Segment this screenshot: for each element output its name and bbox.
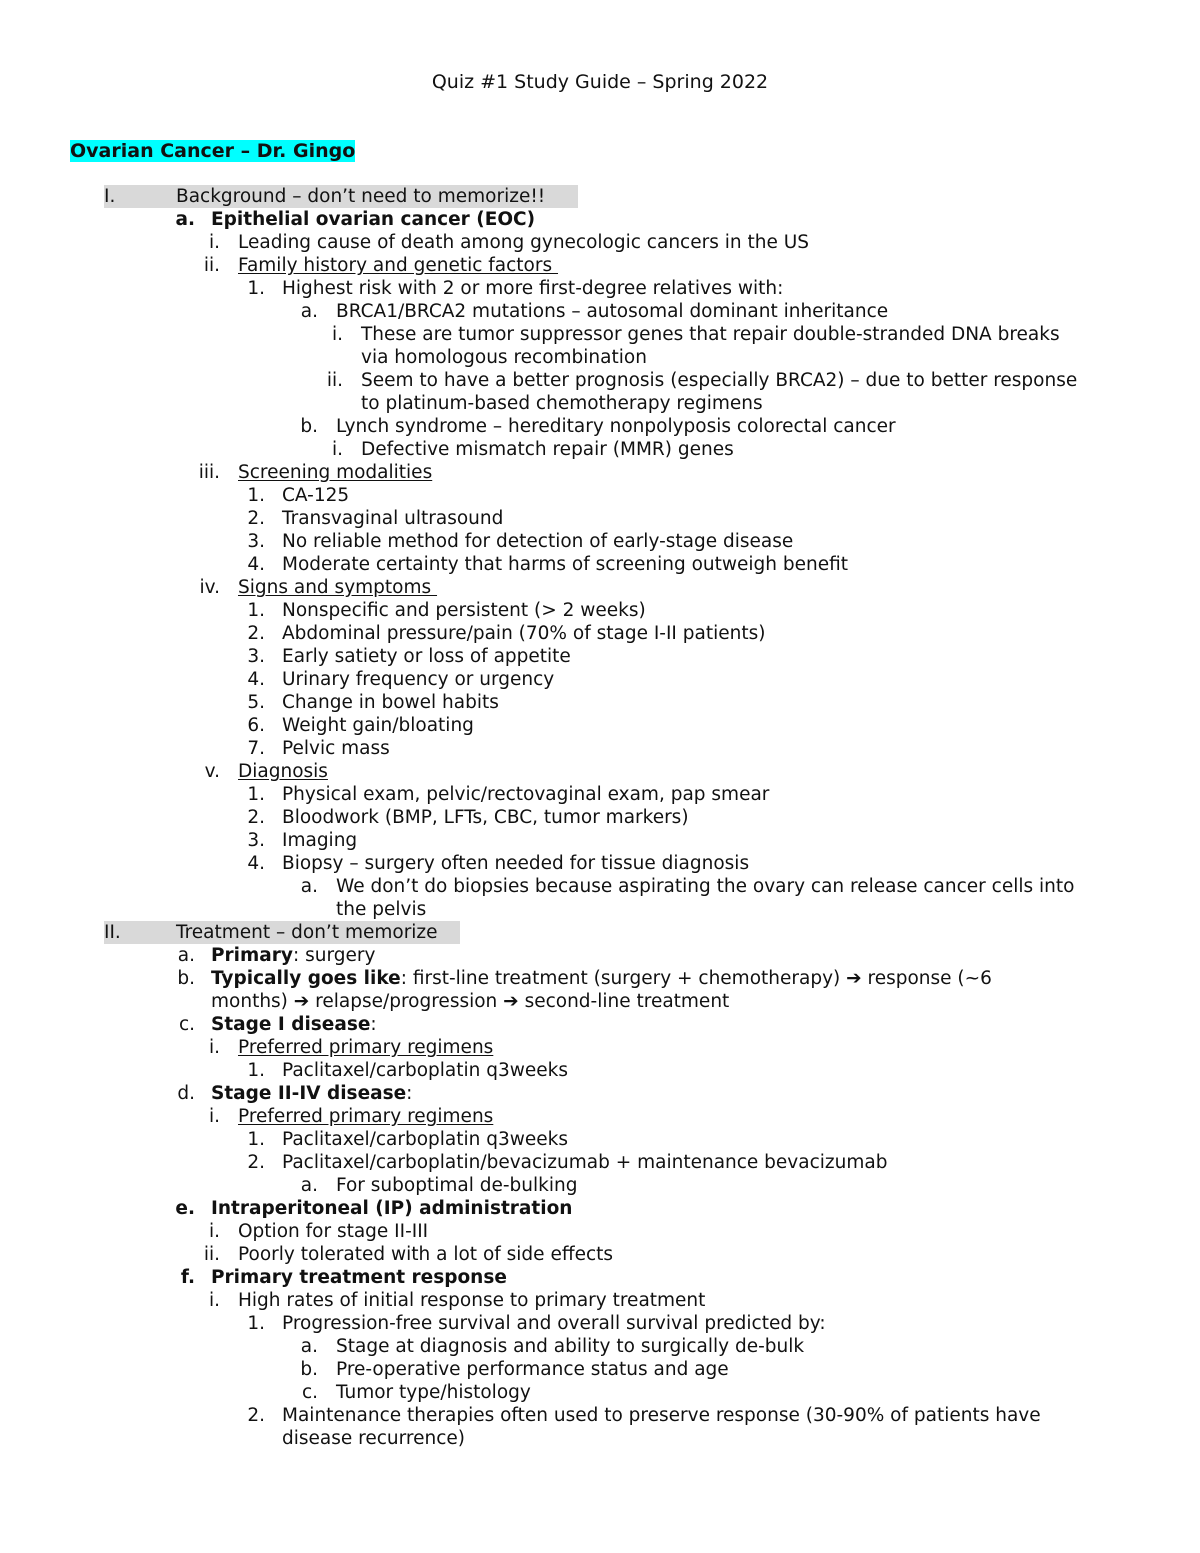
outline-text: Stage at diagnosis and ability to surgically de-bulk xyxy=(336,1336,805,1357)
outline-bold-text: Primary xyxy=(211,945,293,966)
outline-bold-text: Stage I disease xyxy=(211,1014,371,1035)
outline-text: Bloodwork (BMP, LFTs, CBC, tumor markers) xyxy=(282,807,689,828)
outline-text: Biopsy – surgery often needed for tissue diagnosis xyxy=(282,853,750,874)
outline-heading-2 xyxy=(0,921,1200,944)
outline-text: Transvaginal ultrasound xyxy=(282,508,504,529)
outline-label: 5. xyxy=(247,692,265,713)
outline-label: e. xyxy=(175,1198,195,1219)
outline-label: 1. xyxy=(247,600,265,621)
outline-label: ii. xyxy=(326,370,343,391)
outline-label: c. xyxy=(301,1382,318,1403)
outline-rest-text: months) xyxy=(211,991,294,1012)
outline-label: 3. xyxy=(247,531,265,552)
outline-label: II. xyxy=(104,922,121,943)
outline-text: For suboptimal de-bulking xyxy=(336,1175,578,1196)
outline-label: ii. xyxy=(203,255,220,276)
outline-rest-text: second-line treatment xyxy=(518,991,730,1012)
outline-rest-text: : surgery xyxy=(292,945,376,966)
section-heading-text: Ovarian Cancer – Dr. Gingo xyxy=(70,140,356,162)
outline-text: Moderate certainty that harms of screening outweigh benefit xyxy=(282,554,849,575)
section-heading xyxy=(70,139,355,163)
outline-text: Diagnosis xyxy=(238,761,328,782)
outline-rest-text: relapse/progression xyxy=(309,991,504,1012)
outline-text: Primary treatment response xyxy=(211,1267,507,1288)
outline-text: Pre-operative performance status and age xyxy=(336,1359,729,1380)
outline-text: Progression-free survival and overall survival predicted by: xyxy=(282,1313,826,1334)
outline-text: Intraperitoneal (IP) administration xyxy=(211,1198,573,1219)
outline-label: c. xyxy=(178,1014,195,1035)
outline-text: Signs and symptoms xyxy=(238,577,438,598)
outline-label: i. xyxy=(208,1037,220,1058)
outline-label: 2. xyxy=(247,623,265,644)
arrow-right-icon: ➔ xyxy=(846,968,862,989)
outline-label: 2. xyxy=(247,508,265,529)
outline-label: 4. xyxy=(247,554,265,575)
outline-label: 3. xyxy=(247,830,265,851)
outline-label: 1. xyxy=(247,1060,265,1081)
outline-text: Weight gain/bloating xyxy=(282,715,474,736)
outline-rest-text: : first-line treatment (surgery + chemotherapy) xyxy=(400,968,847,989)
outline-label: iv. xyxy=(199,577,220,598)
outline-text: Preferred primary regimens xyxy=(238,1037,494,1058)
outline-bold-text: Stage II-IV disease xyxy=(211,1083,407,1104)
outline-label: ii. xyxy=(203,1244,220,1265)
outline-text: Abdominal pressure/pain (70% of stage I-II patients) xyxy=(282,623,766,644)
outline-text: Option for stage II-III xyxy=(238,1221,429,1242)
outline-text: Imaging xyxy=(282,830,358,851)
outline-label: 4. xyxy=(247,853,265,874)
outline-text: Screening modalities xyxy=(238,462,433,483)
outline-label: I. xyxy=(104,186,116,207)
outline-text: the pelvis xyxy=(336,899,427,920)
outline-text: Lynch syndrome – hereditary nonpolyposis colorectal cancer xyxy=(336,416,896,437)
outline-label: 2. xyxy=(247,1152,265,1173)
outline-text xyxy=(211,1013,377,1036)
arrow-right-icon: ➔ xyxy=(293,991,310,1012)
outline-label: i. xyxy=(331,324,343,345)
outline-label: v. xyxy=(204,761,220,782)
outline-text: Change in bowel habits xyxy=(282,692,499,713)
outline-text xyxy=(211,967,992,990)
outline-bold-text: Typically goes like xyxy=(211,968,401,989)
outline-text: No reliable method for detection of early-stage disease xyxy=(282,531,794,552)
outline-text: Early satiety or loss of appetite xyxy=(282,646,571,667)
outline-text: via homologous recombination xyxy=(361,347,647,368)
outline-text: Preferred primary regimens xyxy=(238,1106,494,1127)
outline-label: 1. xyxy=(247,485,265,506)
outline-text: BRCA1/BRCA2 mutations – autosomal dominant inheritance xyxy=(336,301,889,322)
outline-label: 1. xyxy=(247,1129,265,1150)
outline-text: Nonspecific and persistent (> 2 weeks) xyxy=(282,600,646,621)
outline-text: Seem to have a better prognosis (especially BRCA2) – due to better response xyxy=(361,370,1078,391)
outline-text: disease recurrence) xyxy=(282,1428,465,1449)
outline-text: Tumor type/histology xyxy=(336,1382,531,1403)
outline-label: i. xyxy=(208,232,220,253)
outline-text: Paclitaxel/carboplatin q3weeks xyxy=(282,1060,568,1081)
outline-text: Paclitaxel/carboplatin q3weeks xyxy=(282,1129,568,1150)
outline-label: a. xyxy=(177,945,195,966)
outline-label: i. xyxy=(208,1106,220,1127)
outline-text: Family history and genetic factors xyxy=(238,255,559,276)
outline-rest-text: response (~6 xyxy=(861,968,992,989)
arrow-right-icon: ➔ xyxy=(503,991,519,1012)
outline-text: Treatment – don’t memorize xyxy=(176,922,438,943)
outline-text: We don’t do biopsies because aspirating the ovary can release cancer cells into xyxy=(336,876,1075,897)
outline-text: These are tumor suppressor genes that repair double-stranded DNA breaks xyxy=(361,324,1060,345)
outline-text: Background – don’t need to memorize!! xyxy=(176,186,546,207)
outline-label: f. xyxy=(180,1267,195,1288)
outline-text: High rates of initial response to primary treatment xyxy=(238,1290,706,1311)
outline-text: Leading cause of death among gynecologic cancers in the US xyxy=(238,232,809,253)
outline-heading-1 xyxy=(0,185,1200,208)
outline-text: Maintenance therapies often used to preserve response (30-90% of patients have xyxy=(282,1405,1041,1426)
outline-rest-text: : xyxy=(370,1014,377,1035)
outline-text: to platinum-based chemotherapy regimens xyxy=(361,393,763,414)
outline-text: Epithelial ovarian cancer (EOC) xyxy=(211,209,536,230)
outline-text: Paclitaxel/carboplatin/bevacizumab + maintenance bevacizumab xyxy=(282,1152,888,1173)
outline-text: Urinary frequency or urgency xyxy=(282,669,555,690)
outline-text: Highest risk with 2 or more first-degree relatives with: xyxy=(282,278,784,299)
outline-rest-text: : xyxy=(406,1083,413,1104)
outline-label: b. xyxy=(177,968,195,989)
outline-label: b. xyxy=(300,416,318,437)
outline-text xyxy=(211,1082,412,1105)
outline-label: 7. xyxy=(247,738,265,759)
outline-label: 3. xyxy=(247,646,265,667)
outline-label: i. xyxy=(331,439,343,460)
outline-label: 2. xyxy=(247,807,265,828)
outline-label: a. xyxy=(300,876,318,897)
outline-label: i. xyxy=(208,1221,220,1242)
outline-text: Poorly tolerated with a lot of side effects xyxy=(238,1244,614,1265)
outline-label: a. xyxy=(175,209,195,230)
outline-label: 6. xyxy=(247,715,265,736)
outline-label: b. xyxy=(300,1359,318,1380)
outline-label: 1. xyxy=(247,278,265,299)
outline-label: 1. xyxy=(247,784,265,805)
outline-label: a. xyxy=(300,1336,318,1357)
outline-label: 1. xyxy=(247,1313,265,1334)
outline-label: i. xyxy=(208,1290,220,1311)
document-title: Quiz #1 Study Guide – Spring 2022 xyxy=(431,71,769,93)
outline-label: a. xyxy=(300,301,318,322)
outline-text xyxy=(211,990,729,1013)
outline-label: 4. xyxy=(247,669,265,690)
outline-label: a. xyxy=(300,1175,318,1196)
outline-label: 2. xyxy=(247,1405,265,1426)
outline-label: iii. xyxy=(198,462,220,483)
outline-text: Defective mismatch repair (MMR) genes xyxy=(361,439,734,460)
outline-text: CA-125 xyxy=(282,485,350,506)
outline-text: Pelvic mass xyxy=(282,738,390,759)
outline-text: Physical exam, pelvic/rectovaginal exam, pap smear xyxy=(282,784,770,805)
outline-label: d. xyxy=(177,1083,195,1104)
outline-text xyxy=(211,944,375,967)
